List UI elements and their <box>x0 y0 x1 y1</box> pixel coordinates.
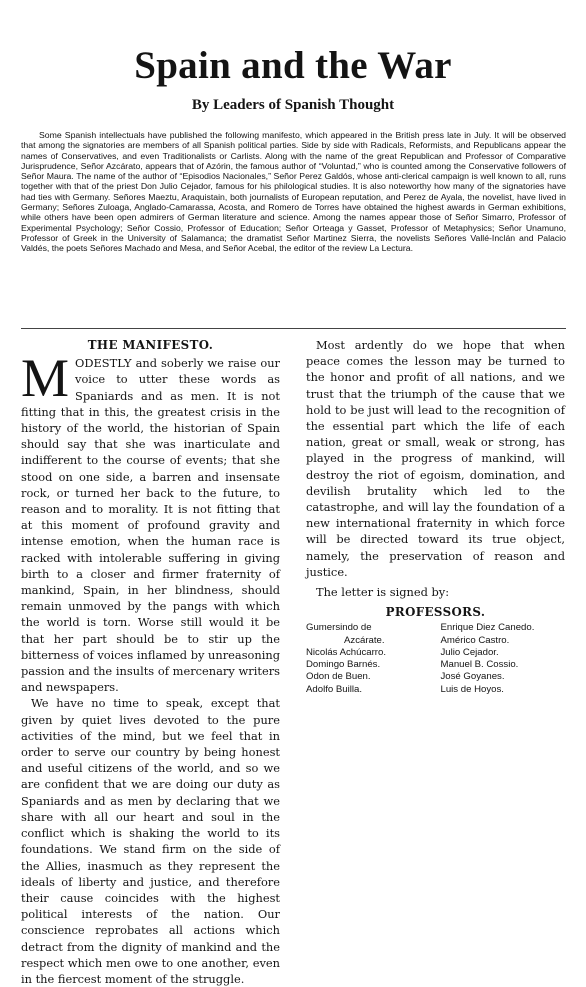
manifesto-paragraph-2: We have no time to speak, except that given by quiet lives devoted to the pure activities of the mind, but we feel that in order to serve our country by being honest and useful citizens of the world, and so we are confident that we are doing our duty as Spaniards and as men by declaring that we share with all our heart and soul in the conflict which is shaking the world to its foundations. We stand firm on the side of the Allies, inasmuch as they represent the ideals of liberty and justice, and therefore their cause coincides with the highest political interests of the nation. Our conscience reprobates all actions which detract from the dignity of mankind and the respect which men owe to one another, even in the fiercest moment of the struggle. <box>21 696 280 986</box>
signatory-name: Luis de Hoyos. <box>440 683 504 695</box>
drop-cap: M <box>21 348 70 409</box>
manifesto-paragraph-1 <box>21 348 281 695</box>
signatory-name: Julio Cejador. <box>440 646 499 658</box>
signatory-name: Enrique Diez Canedo. <box>440 622 535 634</box>
article-title: Spain and the War <box>134 44 452 87</box>
signatory-name: Gumersindo de <box>306 622 372 634</box>
manifesto-paragraph-3: Most ardently do we hope that when peace comes the lesson may be turned to the honor and profit of all nations, and we trust that the triumph of the cause that we hold to be just will lead to the recognition of the essential part which the life of each nation, great or small, weak or strong, has played in the progress of mankind, will destroy the riot of egoism, domination, and devilish brutality which led to the catastrophe, and will lay the foundation of a new international fraternity in which force will be directed toward its true object, namely, the preservation of reason and justice. <box>306 338 565 579</box>
article-subtitle: By Leaders of Spanish Thought <box>191 97 395 113</box>
signatory-name: Domingo Barnés. <box>306 659 381 671</box>
signatory-name: José Goyanes. <box>440 671 505 683</box>
intro-paragraph: Some Spanish intellectuals have published the following manifesto, which appeared in the British press late in July. It will be observed that among the signatories are members of all Spanish political parties. Side by side with Radicals, Reformists, and Republicans appear the names of Conservatives, and even Traditionalists or Carlists. Along with the name of the great Republican and Professor of Comparative Jurisprudence, Señor Azcárato, appears that of Azórin, the famous author of “Voluntad,” who is counted among the Conservative followers of Señor Maura. The name of the author of “Episodios Nacionales,” Señor Perez Galdós, whose anti-clerical campaign is well known to all, runs together with that of the priest Don Julio Cejador, famous for his philological studies. It is also noteworthy how many of the signatories have had ties with Germany. Señores Maeztu, Araquistain, both journalists of European reputation, and Perez de Ayala, the novelist, have lived in Germany; Señores Zuloaga, Anglado-Camarassa, Acosta, and Romero de Torres have obtained the highest awards in German exhibitions, while others have been open admirers of German literature and science. Among the names appear those of Señor Simarro, Professor of Experimental Psychology; Señor Cossio, Professor of Education; Señor Orteaga y Gasset, Professor of Metaphysics; Señor Unamuno, Professor of Greek in the University of Salamanca; the dramatist Señor Martinez Sierra, the novelists Señores Vallé-Inclán and Palacio Valdés, the poets Señores Machado and Mesa, and Señor Acebal, the editor of the review La Lectura. <box>21 130 566 254</box>
signatories-list <box>306 622 565 696</box>
signatory-name: Américo Castro. <box>440 634 510 646</box>
signatory-name: Nicolás Achúcarro. <box>306 646 386 658</box>
section-divider <box>21 328 566 329</box>
signatory-name: Adolfo Builla. <box>306 683 362 695</box>
signatories-heading: PROFESSORS. <box>385 605 486 620</box>
signatory-name: Odon de Buen. <box>306 671 371 683</box>
signed-by-line: The letter is signed by: <box>316 585 450 600</box>
signatory-name: Azcárate. <box>344 634 385 646</box>
left-column <box>21 337 280 987</box>
signatory-name: Manuel B. Cossio. <box>440 659 519 671</box>
manifesto-paragraph-1-text: ODESTLY and soberly we raise our voice to utter these words as Spaniards and as men. It is not fitting that in this, the greatest crisis in the history of the world, the historian of Spain should say that she was inarticulate and indifferent to the course of events; that she stood on one side, a barren and insensate rock, or turned her back to the future, to reason and to morality. It is not fitting that at this moment of profound gravity and intense emotion, when the human race is racked with intolerable suffering in giving birth to a closer and firmer fraternity of mankind, Spain, in her blindness, should remain unmoved by the pangs with which the world is torn. Worse still would it be that her part should be to stir up the bitterness of voices inflamed by unreasoning passion and the insults of mercenary writers and newspapers. <box>21 356 281 695</box>
right-column <box>306 337 565 696</box>
manifesto-heading: THE MANIFESTO. <box>87 338 214 352</box>
